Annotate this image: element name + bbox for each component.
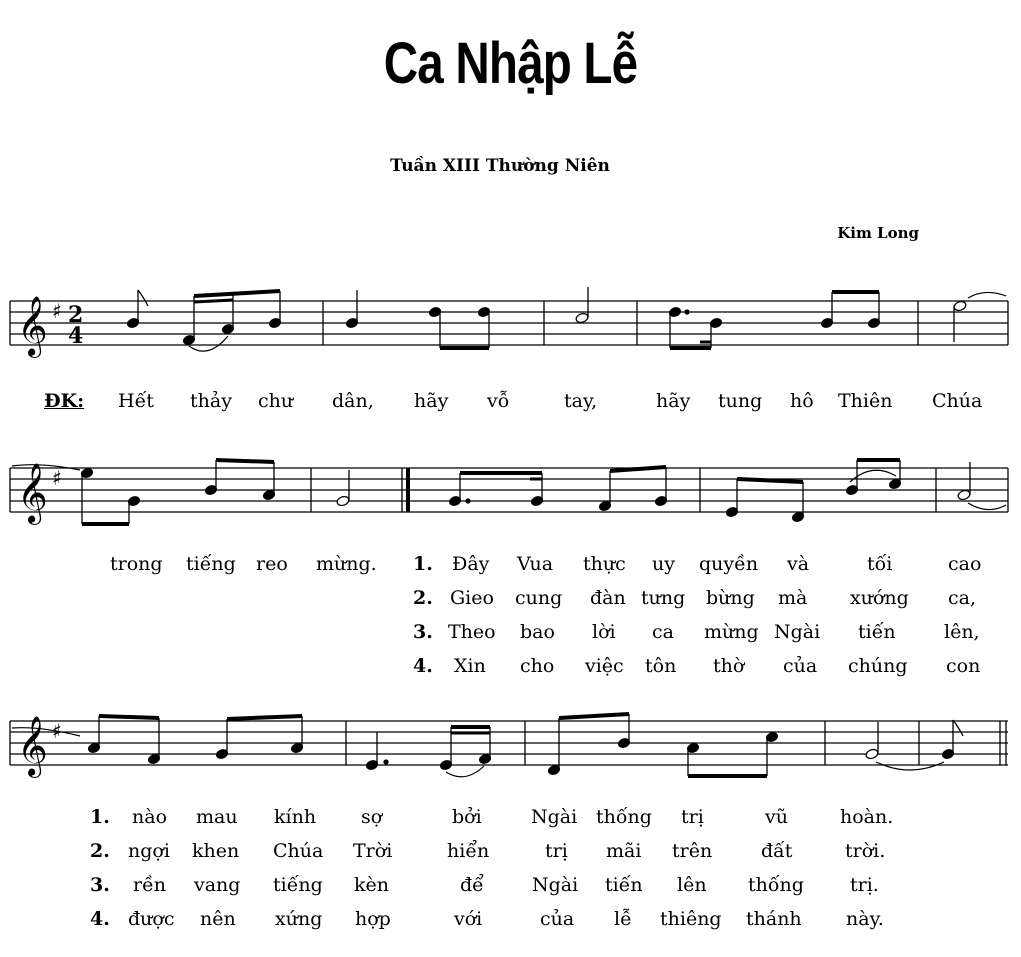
lyric-word: của xyxy=(783,655,818,677)
verse-number: 1. xyxy=(90,806,110,828)
song-title: Ca Nhập Lễ xyxy=(383,31,638,96)
sharp-icon: ♯ xyxy=(52,299,62,323)
lyric-word: của xyxy=(540,908,575,930)
lyric-word: kính xyxy=(274,806,317,828)
lyric-word: nào xyxy=(132,806,168,828)
lyric-word: hãy xyxy=(656,390,691,412)
lyric-word: quyền xyxy=(699,553,759,575)
lyric-word: dân, xyxy=(332,390,374,412)
lyric-word: tiếng xyxy=(273,874,323,896)
lyric-word: trên xyxy=(672,840,713,862)
staff-lines xyxy=(10,301,1008,345)
lyric-word: vang xyxy=(194,874,241,896)
lyric-word: uy xyxy=(652,553,675,575)
treble-clef-icon: 𝄞 xyxy=(17,296,48,356)
sharp-icon: ♯ xyxy=(52,719,62,743)
treble-clef-icon: 𝄞 xyxy=(17,716,48,776)
lyric-word: sợ xyxy=(361,806,383,828)
refrain-label: ĐK: xyxy=(44,390,85,412)
lyric-word: trị xyxy=(545,840,568,862)
lyric-word: Ngài xyxy=(774,621,821,643)
lyric-word: vỗ xyxy=(487,390,510,412)
verse-number: 3. xyxy=(413,621,433,643)
lyric-word: trời. xyxy=(845,840,886,862)
treble-clef-icon: 𝄞 xyxy=(17,463,48,523)
lyric-word: Chúa xyxy=(932,390,983,412)
lyric-word: hiển xyxy=(447,840,490,862)
lyric-word: cung xyxy=(515,587,563,609)
lyric-word: tung xyxy=(718,390,763,412)
lyric-word: mau xyxy=(196,806,238,828)
lyric-word: được xyxy=(128,908,175,930)
time-signature-top: 2 xyxy=(68,302,84,328)
lyric-word: Ngài xyxy=(532,874,579,896)
verse-number: 4. xyxy=(90,908,110,930)
song-subtitle: Tuần XIII Thường Niên xyxy=(390,156,610,176)
lyric-word: trị. xyxy=(850,874,879,896)
lyric-word: thiêng xyxy=(660,908,722,930)
lyric-word: tối xyxy=(867,553,893,575)
lyric-word: thờ xyxy=(713,655,745,677)
lyric-word: lời xyxy=(592,621,616,643)
lyric-word: khen xyxy=(192,840,240,862)
lyric-word: đàn xyxy=(590,587,626,609)
verse-number: 2. xyxy=(90,840,110,862)
verse-number: 3. xyxy=(90,874,110,896)
lyric-word: reo xyxy=(256,553,288,575)
lyric-word: mừng xyxy=(704,621,759,643)
lyric-word: thánh xyxy=(746,908,802,930)
lyric-word: Xin xyxy=(454,655,486,677)
lyric-word: bởi xyxy=(452,806,482,828)
lyric-word: ngợi xyxy=(128,840,170,862)
lyric-word: lễ xyxy=(614,908,632,930)
lyric-word: hợp xyxy=(355,908,391,930)
verse-number: 2. xyxy=(413,587,433,609)
lyric-word: Gieo xyxy=(450,587,494,609)
verse-number: 1. xyxy=(413,553,433,575)
lyric-word: tiếng xyxy=(186,553,236,575)
lyric-word: hoàn. xyxy=(840,806,894,828)
lyric-word: xứng xyxy=(275,908,323,930)
lyric-word: với xyxy=(454,908,483,930)
lyric-word: tiến xyxy=(858,621,896,643)
lyric-word: và xyxy=(787,553,810,575)
lyric-word: chúng xyxy=(848,655,908,677)
lyric-word: bừng xyxy=(706,587,755,609)
lyric-word: thảy xyxy=(190,390,232,412)
lyric-word: mừng. xyxy=(316,553,377,575)
lyric-word: lên, xyxy=(944,621,980,643)
verse-number: 4. xyxy=(413,655,433,677)
lyric-word: lên xyxy=(677,874,707,896)
lyric-word: cho xyxy=(520,655,555,677)
lyric-word: Vua xyxy=(517,553,554,575)
lyric-word: hãy xyxy=(414,390,449,412)
lyric-word: mãi xyxy=(606,840,642,862)
composer-name: Kim Long xyxy=(837,224,919,242)
lyric-word: tưng xyxy=(641,587,686,609)
lyric-word: nên xyxy=(200,908,236,930)
lyric-word: tôn xyxy=(645,655,677,677)
sharp-icon: ♯ xyxy=(52,466,62,490)
lyric-word: để xyxy=(460,874,484,896)
lyric-word: cao xyxy=(948,553,982,575)
lyric-word: việc xyxy=(585,655,624,677)
lyric-word: vũ xyxy=(765,806,788,828)
lyric-word: Ngài xyxy=(531,806,578,828)
lyric-word: đất xyxy=(761,840,793,862)
lyric-word: thống xyxy=(748,874,804,896)
lyric-word: tay, xyxy=(564,390,598,412)
lyric-word: thực xyxy=(583,553,626,575)
lyric-word: bao xyxy=(520,621,555,643)
lyric-word: ca xyxy=(652,621,674,643)
lyric-word: rền xyxy=(133,874,167,896)
lyric-word: ca, xyxy=(948,587,977,609)
lyric-word: con xyxy=(946,655,981,677)
staff-system-2 xyxy=(0,450,1021,530)
time-signature-bottom: 4 xyxy=(68,323,84,349)
lyric-word: thống xyxy=(596,806,652,828)
lyric-word: kèn xyxy=(354,874,389,896)
lyric-word: mà xyxy=(778,587,808,609)
lyric-word: Đây xyxy=(452,553,490,575)
lyric-word: Hết xyxy=(118,390,154,412)
notes xyxy=(12,714,963,777)
lyric-word: này. xyxy=(846,908,884,930)
lyric-word: chư xyxy=(258,390,294,412)
lyric-word: hô xyxy=(790,390,814,412)
staff-system-1 xyxy=(0,280,1021,360)
lyric-word: Theo xyxy=(448,621,496,643)
lyric-word: Chúa xyxy=(273,840,324,862)
lyric-word: trong xyxy=(110,553,163,575)
lyric-word: Trời xyxy=(353,840,393,862)
lyric-word: xướng xyxy=(850,587,909,609)
staff-system-3 xyxy=(0,700,1021,780)
lyric-word: Thiên xyxy=(838,390,893,412)
notes xyxy=(126,287,1006,351)
notes xyxy=(12,460,1006,524)
lyric-word: trị xyxy=(681,806,704,828)
lyric-word: tiến xyxy=(605,874,643,896)
